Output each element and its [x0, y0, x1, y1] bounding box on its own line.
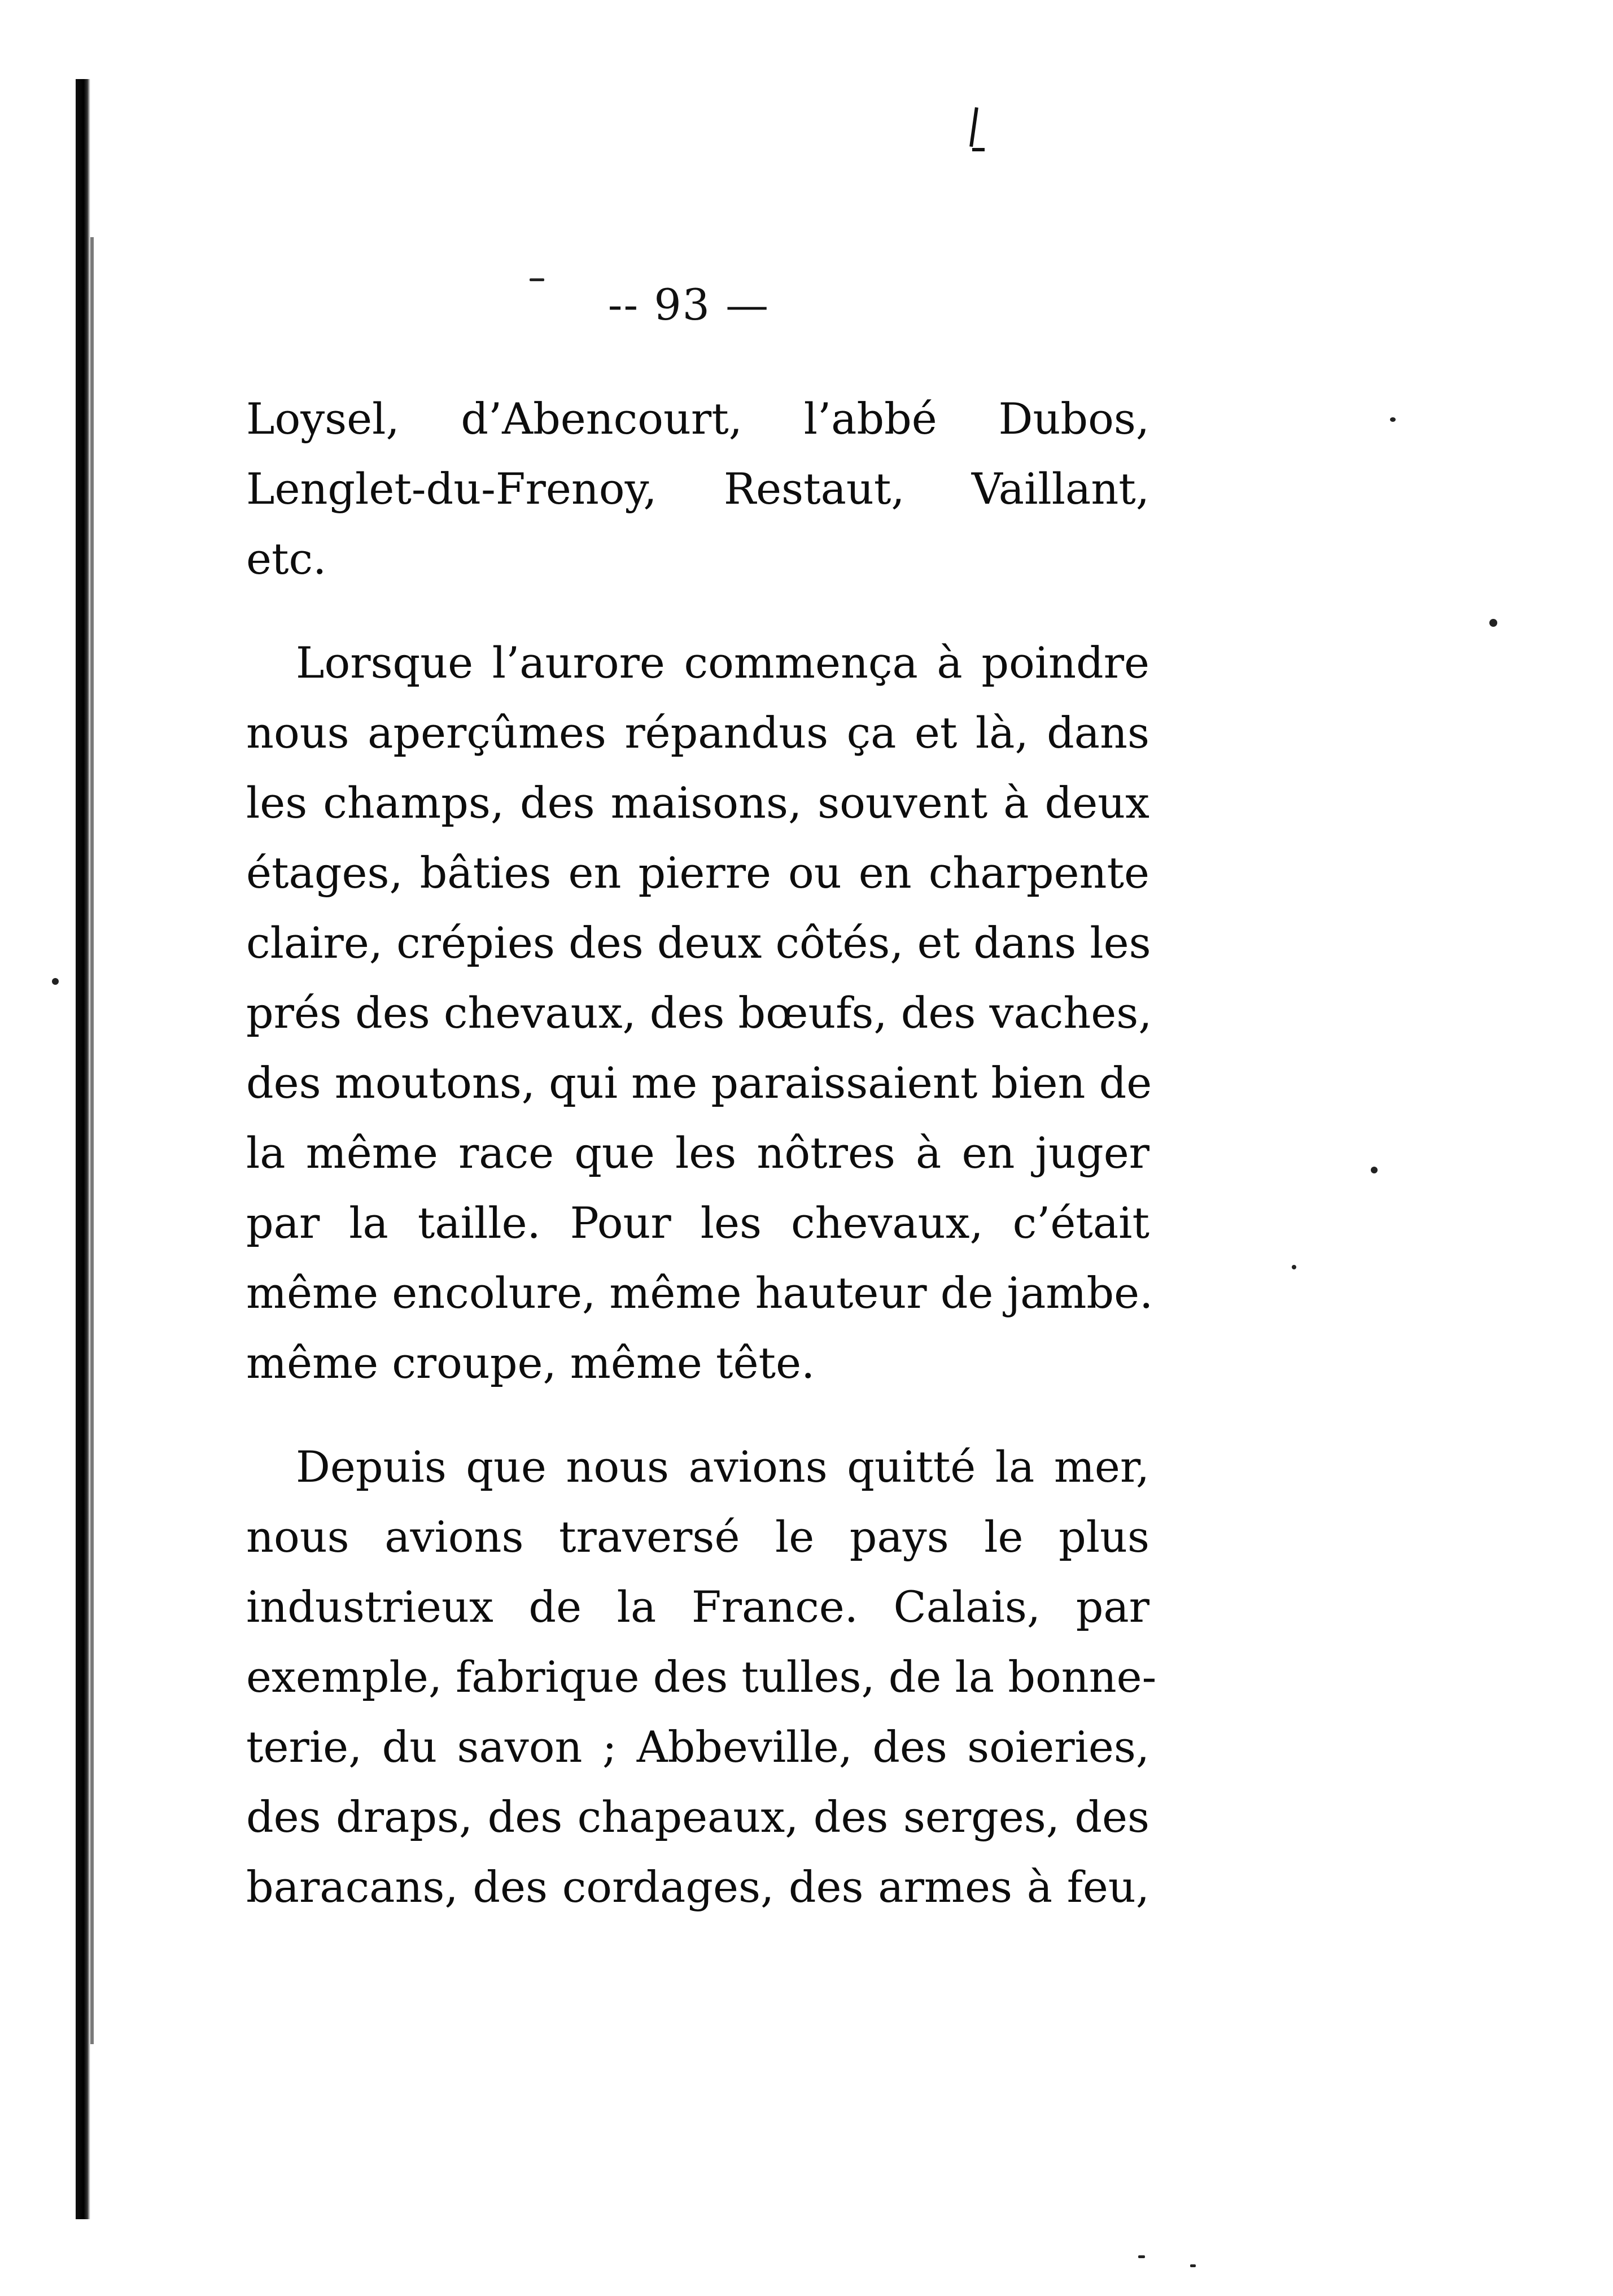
- page-number: -- 93 —: [607, 280, 770, 330]
- text-line: industrieux de la France. Calais, par: [246, 1582, 1149, 1632]
- text-line: claire, crépies des deux côtés, et dans les: [246, 918, 1151, 968]
- text-line: Depuis que nous avions quitté la mer,: [296, 1442, 1149, 1492]
- text-line: étages, bâties en pierre ou en charpente: [246, 848, 1149, 898]
- text-line: nous aperçûmes répandus ça et là, dans: [246, 708, 1149, 758]
- binding-shadow-inner: [90, 237, 94, 2044]
- body-text: [246, 384, 1157, 1922]
- scan-speck: [1390, 417, 1396, 422]
- text-line: exemple, fabrique des tulles, de la bonne-: [246, 1652, 1157, 1702]
- scan-speck: [1190, 2264, 1196, 2267]
- text-line: prés des chevaux, des bœufs, des vaches,: [246, 988, 1152, 1038]
- text-line: terie, du savon ; Abbeville, des soieries,: [246, 1722, 1149, 1772]
- paragraph: [246, 628, 1153, 1398]
- scan-speck: [52, 978, 59, 985]
- scan-speck: [1489, 619, 1497, 627]
- paragraph: [246, 384, 1149, 594]
- scan-mark: [969, 107, 978, 147]
- text-line: par la taille. Pour les chevaux, c’était: [246, 1198, 1149, 1248]
- text-line: Lenglet-du-Frenoy, Restaut, Vaillant,: [246, 464, 1149, 514]
- scan-speck: [1292, 1265, 1296, 1269]
- binding-shadow: [76, 79, 90, 2219]
- text-line: etc.: [246, 534, 327, 584]
- paragraph-gap: [246, 594, 1149, 628]
- scan-speck: [1138, 2255, 1145, 2258]
- text-line: Loysel, d’Abencourt, l’abbé Dubos,: [246, 394, 1149, 444]
- scan-speck: [1371, 1167, 1378, 1173]
- text-line: des draps, des chapeaux, des serges, des: [246, 1792, 1149, 1842]
- text-line: même croupe, même tête.: [246, 1338, 815, 1388]
- paragraph: [246, 1432, 1157, 1922]
- text-line: des moutons, qui me paraissaient bien de: [246, 1058, 1152, 1108]
- text-line: baracans, des cordages, des armes à feu,: [246, 1862, 1149, 1912]
- text-line: même encolure, même hauteur de jambe.: [246, 1268, 1153, 1318]
- text-line: Lorsque l’aurore commença à poindre: [296, 638, 1149, 688]
- text-line: les champs, des maisons, souvent à deux: [246, 778, 1149, 828]
- text-line: nous avions traversé le pays le plus: [246, 1512, 1149, 1562]
- scan-mark: [972, 148, 985, 151]
- text-line: la même race que les nôtres à en juger: [246, 1128, 1149, 1178]
- paragraph-gap: [246, 1398, 1149, 1432]
